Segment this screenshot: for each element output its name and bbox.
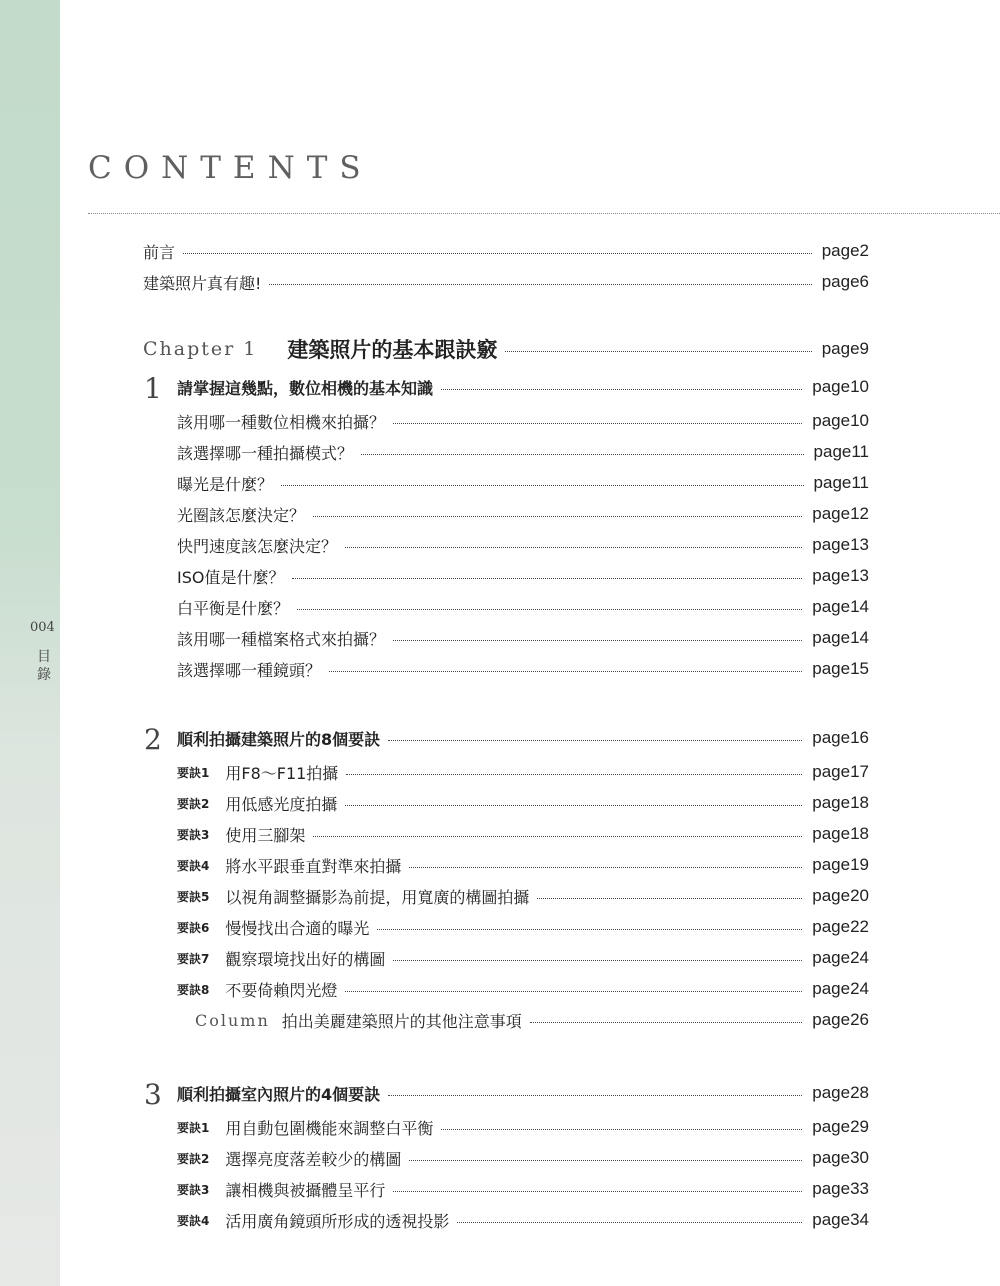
entry-page: page10 xyxy=(812,411,869,430)
toc-entry[interactable] xyxy=(177,503,869,525)
tip-entry[interactable] xyxy=(177,1116,869,1138)
entry-label: ISO值是什麼？ xyxy=(177,567,285,587)
dot-leader xyxy=(409,867,802,868)
dot-leader xyxy=(345,991,802,992)
dot-leader xyxy=(409,1160,802,1161)
dot-leader xyxy=(441,389,802,390)
entry-label: 選擇亮度落差較少的構圖 xyxy=(225,1149,402,1169)
toc-entry[interactable] xyxy=(177,441,869,463)
dot-leader xyxy=(377,929,802,930)
dot-leader xyxy=(441,1129,802,1130)
entry-page: page18 xyxy=(812,824,869,843)
entry-label: 該選擇哪一種鏡頭？ xyxy=(177,660,322,680)
chapter-label: Chapter 1 xyxy=(143,338,258,360)
dot-leader xyxy=(393,1191,802,1192)
entry-page: page11 xyxy=(813,473,869,492)
entry-page: page30 xyxy=(812,1148,869,1167)
tip-entry[interactable] xyxy=(177,978,869,1000)
tip-label: 要訣4 xyxy=(177,858,210,873)
entry-label: 不要倚賴閃光燈 xyxy=(225,980,338,1000)
entry-page: page20 xyxy=(812,886,869,905)
entry-label: 前言 xyxy=(143,242,176,262)
entry-label: 曝光是什麼？ xyxy=(177,474,274,494)
tip-entry[interactable] xyxy=(177,761,869,783)
entry-label: 拍出美麗建築照片的其他注意事項 xyxy=(281,1011,522,1031)
dot-leader xyxy=(313,836,802,837)
tip-label: 要訣5 xyxy=(177,889,210,904)
dot-leader xyxy=(393,640,802,641)
tip-entry[interactable] xyxy=(177,823,869,845)
tip-label: 要訣1 xyxy=(177,1120,210,1135)
tip-label: 要訣6 xyxy=(177,920,210,935)
toc-entry[interactable] xyxy=(177,565,869,587)
column-label: Column xyxy=(195,1010,270,1030)
dot-leader xyxy=(269,284,811,285)
tip-entry[interactable] xyxy=(177,947,869,969)
entry-label: 該用哪一種檔案格式來拍攝？ xyxy=(177,629,386,649)
section-title: 順利拍攝室內照片的4個要訣 xyxy=(177,1084,381,1104)
chapter-page: page9 xyxy=(821,339,869,358)
dot-leader xyxy=(346,774,802,775)
tip-label: 要訣3 xyxy=(177,1182,210,1197)
dot-leader xyxy=(457,1222,802,1223)
entry-label: 白平衡是什麼？ xyxy=(177,598,290,618)
section-title: 請掌握這幾點，數位相機的基本知識 xyxy=(177,378,434,398)
dot-leader xyxy=(537,898,802,899)
entry-page: page24 xyxy=(812,979,869,998)
section-number: 1 xyxy=(144,372,162,405)
tip-entry[interactable] xyxy=(177,1178,869,1200)
entry-page: page13 xyxy=(812,535,869,554)
entry-page: page6 xyxy=(821,272,869,291)
entry-page: page24 xyxy=(812,948,869,967)
tip-entry[interactable] xyxy=(177,1209,869,1231)
dot-leader xyxy=(281,485,804,486)
dot-leader xyxy=(388,740,802,741)
tip-entry[interactable] xyxy=(177,885,869,907)
entry-label: 快門速度該怎麼決定？ xyxy=(177,536,338,556)
tip-label: 要訣4 xyxy=(177,1213,210,1228)
column-entry[interactable] xyxy=(195,1009,869,1031)
side-band xyxy=(0,0,60,1286)
tip-label: 要訣8 xyxy=(177,982,210,997)
tip-entry[interactable] xyxy=(177,792,869,814)
toc-entry[interactable] xyxy=(177,410,869,432)
dot-leader xyxy=(530,1022,802,1023)
section-heading[interactable] xyxy=(177,1082,869,1104)
chapter-title: 建築照片的基本跟訣竅 xyxy=(287,338,498,362)
chapter-heading[interactable] xyxy=(143,335,869,363)
side-label: 目錄 xyxy=(37,649,51,683)
toc-entry[interactable] xyxy=(177,534,869,556)
entry-page: page19 xyxy=(812,855,869,874)
dot-leader xyxy=(505,351,811,352)
dot-leader xyxy=(393,423,802,424)
toc-entry[interactable] xyxy=(177,472,869,494)
entry-page: page29 xyxy=(812,1117,869,1136)
entry-label: 光圈該怎麼決定？ xyxy=(177,505,306,525)
entry-page: page15 xyxy=(812,659,869,678)
dot-leader xyxy=(345,805,802,806)
entry-page: page11 xyxy=(813,442,869,461)
entry-label: 用低感光度拍攝 xyxy=(225,794,338,814)
entry-label: 觀察環境找出好的構圖 xyxy=(225,949,386,969)
entry-label: 該選擇哪一種拍攝模式？ xyxy=(177,443,354,463)
tip-label: 要訣1 xyxy=(177,765,210,780)
entry-label: 以視角調整攝影為前提，用寬廣的構圖拍攝 xyxy=(225,887,530,907)
tip-label: 要訣2 xyxy=(177,1151,210,1166)
entry-page: page12 xyxy=(812,504,869,523)
entry-page: page13 xyxy=(812,566,869,585)
tip-label: 要訣2 xyxy=(177,796,210,811)
entry-label: 用自動包圍機能來調整白平衡 xyxy=(225,1118,434,1138)
entry-label: 建築照片真有趣! xyxy=(143,273,262,293)
dot-leader xyxy=(183,253,812,254)
tip-entry[interactable] xyxy=(177,1147,869,1169)
dot-leader xyxy=(345,547,802,548)
section-number: 2 xyxy=(144,723,162,756)
entry-page: page26 xyxy=(812,1010,869,1029)
section-heading[interactable] xyxy=(177,376,869,398)
section-page: page28 xyxy=(812,1083,869,1102)
tip-entry[interactable] xyxy=(177,854,869,876)
entry-page: page14 xyxy=(812,628,869,647)
entry-label: 慢慢找出合適的曝光 xyxy=(225,918,370,938)
dot-leader xyxy=(361,454,804,455)
dot-leader xyxy=(292,578,802,579)
entry-page: page18 xyxy=(812,793,869,812)
entry-label: 活用廣角鏡頭所形成的透視投影 xyxy=(225,1211,450,1231)
section-heading[interactable] xyxy=(177,727,869,749)
tip-label: 要訣3 xyxy=(177,827,210,842)
section-number: 3 xyxy=(144,1078,162,1111)
entry-label: 該用哪一種數位相機來拍攝？ xyxy=(177,412,386,432)
entry-page: page34 xyxy=(812,1210,869,1229)
entry-page: page14 xyxy=(812,597,869,616)
section-title: 順利拍攝建築照片的8個要訣 xyxy=(177,729,381,749)
dot-leader xyxy=(313,516,802,517)
toc-entry[interactable] xyxy=(177,658,869,680)
dot-leader xyxy=(393,960,802,961)
tip-entry[interactable] xyxy=(177,916,869,938)
page-number: 004 xyxy=(30,620,55,635)
section-page: page16 xyxy=(812,728,869,747)
entry-page: page2 xyxy=(821,241,869,260)
entry-page: page33 xyxy=(812,1179,869,1198)
entry-page: page22 xyxy=(812,917,869,936)
section-page: page10 xyxy=(812,377,869,396)
dot-leader xyxy=(388,1095,802,1096)
entry-label: 使用三腳架 xyxy=(225,825,306,845)
toc-entry[interactable] xyxy=(177,627,869,649)
entry-label: 讓相機與被攝體呈平行 xyxy=(225,1180,386,1200)
toc-entry-intro[interactable] xyxy=(143,271,869,293)
toc-entry[interactable] xyxy=(177,596,869,618)
toc-entry-preface[interactable] xyxy=(143,240,869,262)
dot-leader xyxy=(297,609,802,610)
dot-leader xyxy=(329,671,802,672)
contents-title: CONTENTS xyxy=(88,150,373,186)
entry-label: 用F8～F11拍攝 xyxy=(225,763,339,783)
entry-page: page17 xyxy=(812,762,869,781)
title-divider xyxy=(88,213,1000,214)
entry-label: 將水平跟垂直對準來拍攝 xyxy=(225,856,402,876)
tip-label: 要訣7 xyxy=(177,951,210,966)
